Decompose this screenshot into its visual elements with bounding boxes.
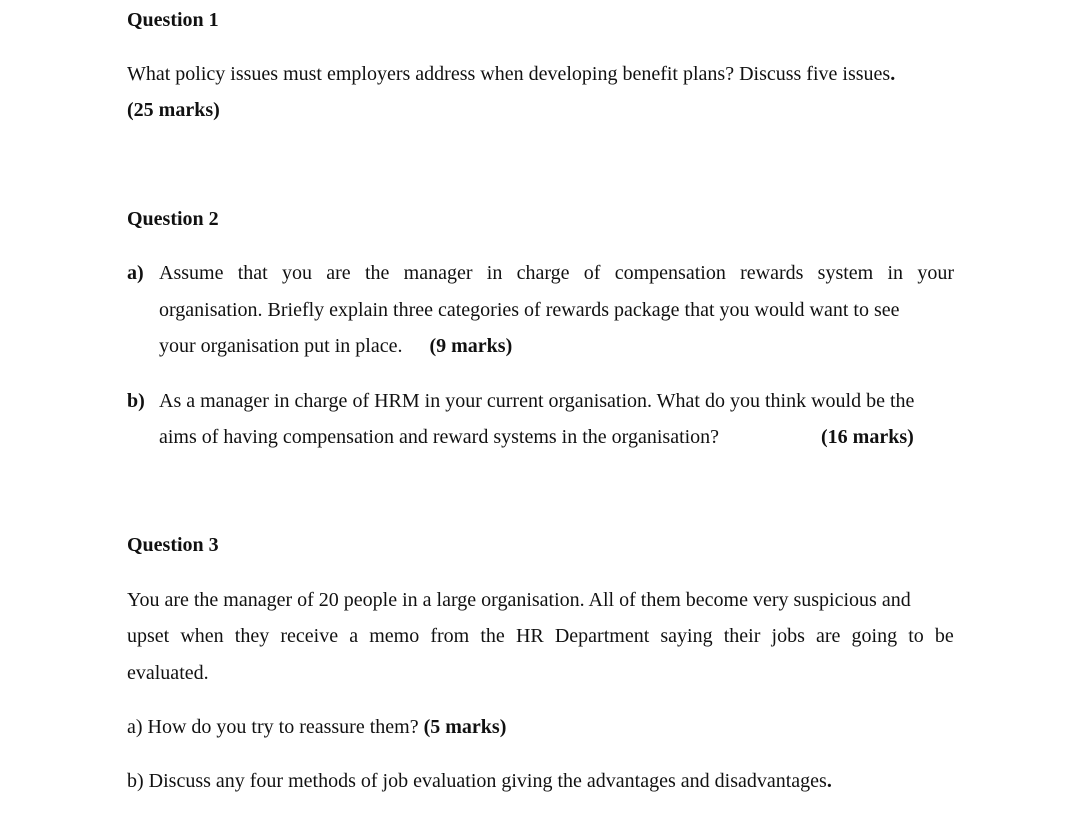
question-1-marks: (25 marks)	[127, 99, 220, 121]
question-2a-line-3-text: your organisation put in place.	[159, 335, 403, 357]
question-2a-line-3	[159, 334, 512, 358]
question-3a	[127, 715, 506, 739]
question-3-word: a	[349, 625, 359, 647]
question-2a-word: system	[817, 262, 874, 284]
question-2a-line-2: organisation. Briefly explain three categories of rewards package that you would want to see	[159, 299, 900, 321]
question-2a-word: that	[237, 262, 268, 284]
question-3b-text: b) Discuss any four methods of job evaluation giving the advantages and disadvantages	[127, 770, 827, 792]
question-3a-text: a) How do you try to reassure them?	[127, 716, 424, 738]
question-2a-word: in	[887, 262, 904, 284]
question-1-prompt-end: .	[890, 63, 896, 85]
question-1-heading: Question 1	[127, 9, 219, 31]
question-3-word: the	[480, 625, 505, 647]
question-2a-word: rewards	[740, 262, 804, 284]
question-3-word: when	[180, 625, 224, 647]
question-3-word: their	[723, 625, 761, 647]
question-3-para-line-1: You are the manager of 20 people in a large organisation. All of them become very suspicious and	[127, 589, 911, 611]
question-2b-label: b)	[127, 390, 145, 412]
question-3-word: be	[934, 625, 954, 647]
question-3-word: are	[815, 625, 841, 647]
question-2a-word: charge	[516, 262, 570, 284]
question-2a-word: Assume	[159, 262, 224, 284]
question-2b-marks: (16 marks)	[821, 426, 914, 448]
question-3b	[127, 769, 832, 793]
question-2a-marks: (9 marks)	[429, 335, 513, 357]
question-2a-word: your	[917, 262, 954, 284]
question-2a-word: the	[364, 262, 390, 284]
question-2a-label: a)	[127, 262, 144, 284]
question-3-word: to	[908, 625, 924, 647]
question-1-prompt: What policy issues must employers address when developing benefit plans? Discuss five issues	[127, 63, 891, 85]
question-3a-marks: (5 marks)	[423, 716, 507, 738]
question-3-para-line-2	[127, 624, 954, 648]
question-2b-line-1: As a manager in charge of HRM in your current organisation. What do you think would be the	[159, 390, 915, 412]
question-3-word: going	[851, 625, 898, 647]
question-3-word: they	[234, 625, 270, 647]
question-3-word: jobs	[771, 625, 805, 647]
question-2b-line-2: aims of having compensation and reward systems in the organisation?	[159, 426, 720, 448]
question-3-word: Department	[554, 625, 650, 647]
question-3-word: receive	[280, 625, 339, 647]
question-3-word: saying	[660, 625, 713, 647]
question-2a-word: of	[583, 262, 601, 284]
question-1-text	[127, 62, 895, 86]
question-3-para-line-3: evaluated.	[127, 662, 209, 684]
question-3b-text-end: .	[826, 770, 832, 792]
question-2a-word: compensation	[614, 262, 726, 284]
question-3-word: from	[430, 625, 470, 647]
question-2a-word: in	[486, 262, 503, 284]
question-3-word: HR	[515, 625, 544, 647]
question-2-heading: Question 2	[127, 208, 219, 230]
question-2a-word: manager	[403, 262, 473, 284]
question-3-heading: Question 3	[127, 534, 219, 556]
question-2a-word: are	[326, 262, 351, 284]
question-3-word: upset	[127, 625, 170, 647]
question-2a-line-1	[159, 261, 954, 285]
question-3-word: memo	[369, 625, 420, 647]
question-2a-word: you	[281, 262, 312, 284]
